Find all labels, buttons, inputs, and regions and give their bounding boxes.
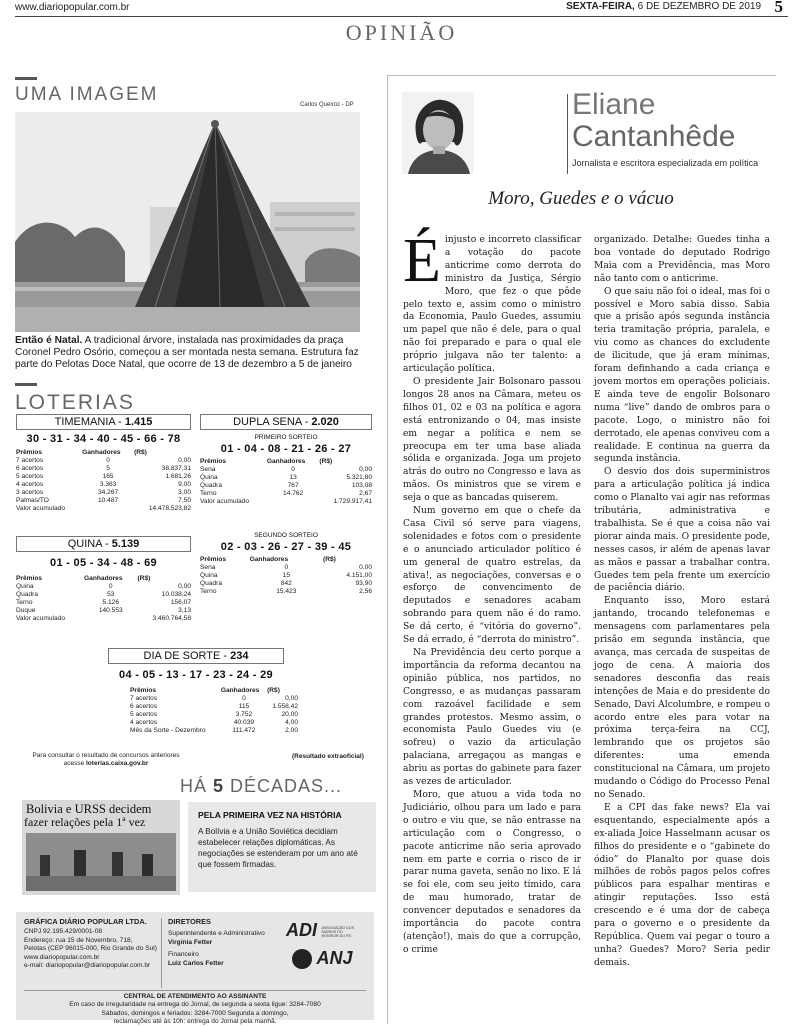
- author-description: Jornalista e escritora especializada em política: [572, 158, 759, 168]
- decadas-kicker-b: DÉCADAS...: [224, 776, 343, 796]
- section-title: OPINIÃO: [345, 20, 458, 45]
- divider: [161, 918, 162, 988]
- table-row: [130, 719, 298, 727]
- cell: Quadra: [200, 482, 222, 489]
- address-line2: Pelotas (CEP 96015-000, Rio Grande do Sul): [24, 945, 157, 953]
- paragraph: organizado. Detalhe: Guedes tinha a boa vontade do deputado Rodrigo Maia com a Previdência, mas Moro não tanto com o anticrime.: [594, 235, 770, 284]
- cell: 0,00: [285, 695, 298, 702]
- cell: 7 acertos: [130, 695, 158, 702]
- cell: 5 acertos: [130, 711, 158, 718]
- cell: [82, 505, 134, 513]
- cell: 4 acertos: [130, 719, 158, 726]
- cell: 5.126: [102, 599, 120, 606]
- table-row: [200, 564, 372, 572]
- company-email[interactable]: e-mail: diariopopular@diariopopular.com.br: [24, 962, 151, 970]
- dia-de-sorte-box: [108, 648, 298, 735]
- cnpj: CNPJ 92.195.429/0001-08: [24, 928, 103, 936]
- author-divider: [567, 94, 568, 174]
- table-row: [16, 473, 191, 481]
- header-cell: Prêmios: [16, 575, 43, 582]
- cell: 0: [108, 583, 113, 590]
- cell: 3 acertos: [16, 489, 44, 496]
- cell: 103,08: [351, 482, 372, 489]
- table-row: [16, 591, 191, 599]
- cell: 93,90: [355, 580, 372, 587]
- directors-block: [168, 918, 278, 968]
- photo-caption: [15, 335, 365, 371]
- cell: Terno: [16, 599, 33, 606]
- dupla-sena-title: [200, 414, 372, 430]
- draw1-label: PRIMEIRO SORTEIO: [254, 434, 318, 441]
- timemania-contest: 1.415: [124, 416, 153, 428]
- author-first-name: Eliane: [572, 88, 656, 121]
- table-row: [16, 505, 191, 513]
- history-box: [188, 802, 376, 892]
- timemania-box: [16, 414, 191, 513]
- loterias-link[interactable]: loterias.caixa.gov.br: [86, 760, 149, 767]
- address-line1: Endereço: rua 15 de Novembro, 718,: [24, 936, 133, 944]
- cell: 5: [106, 465, 110, 472]
- cell: 3,00: [178, 489, 191, 496]
- cell: 0: [284, 564, 289, 571]
- cell: Terno: [200, 490, 217, 497]
- cell: 111.472: [232, 727, 256, 734]
- clipping-illustration: [22, 800, 180, 895]
- quina-name: QUINA -: [67, 538, 112, 550]
- dia-de-sorte-table: [130, 687, 298, 735]
- date: 6 DE DEZEMBRO DE 2019: [637, 1, 761, 12]
- service-line2: Sábados, domingos e feriados: 3284-7000 Segunda a domingo,: [101, 1009, 289, 1017]
- cell: 0,00: [359, 564, 372, 571]
- header-cell: (R$): [134, 449, 147, 456]
- cell: 15: [282, 572, 290, 579]
- weekday: SEXTA-FEIRA,: [566, 1, 635, 12]
- cell: 3.460.764,58: [152, 615, 191, 622]
- anj-emblem-icon: [292, 949, 312, 969]
- timemania-name: TIMEMANIA -: [54, 416, 125, 428]
- anj-logo-text: ANJ: [316, 948, 353, 968]
- table-row: [200, 580, 372, 588]
- quina-box: [16, 536, 191, 623]
- table-header: [200, 556, 372, 564]
- dia-de-sorte-name: DIA DE SORTE -: [143, 650, 231, 662]
- caption-lead: Então é Natal.: [15, 335, 83, 346]
- service-block: [16, 993, 374, 1027]
- paragraph: O presidente Jair Bolsonaro passou longos 28 anos na Câmara, meteu os filhos 01, 02 e 03 na política e agora está entronizando o 04, mas insiste em negar a política e nem se preocupa em ter uma base aliada sólida e organizada. Joga um projeto atrás do outro no Congresso e lava as mãos. Os ministros que se virem e seja o que as bancadas quiserem.: [403, 376, 581, 504]
- loterias-kicker: LOTERIAS: [15, 391, 135, 414]
- historical-clipping: [22, 800, 180, 895]
- cell: Terno: [200, 588, 217, 595]
- consult-line1: Para consultar o resultado de concursos anteriores: [32, 752, 180, 759]
- cell: 13: [289, 474, 297, 481]
- dia-de-sorte-title: [108, 648, 284, 664]
- table-header: [130, 687, 298, 695]
- cell: 9,00: [178, 481, 191, 488]
- table-row: [130, 703, 298, 711]
- cell: 34.267: [98, 489, 119, 496]
- clip-headline-1: Bolivia e URSS decidem: [26, 802, 152, 816]
- cell: 3,13: [178, 607, 191, 614]
- author-last-name: Cantanhêde: [572, 120, 736, 153]
- cell: 4.151,00: [346, 572, 372, 579]
- header-cell: Ganhadores: [220, 687, 260, 694]
- director2-role: Financeiro: [168, 951, 199, 959]
- dia-de-sorte-contest: 234: [230, 650, 249, 662]
- header-cell: (R$): [137, 575, 151, 582]
- timemania-table: [16, 449, 191, 513]
- cell: 842: [280, 580, 292, 587]
- table-row: [16, 615, 191, 623]
- cell: 2,00: [285, 727, 298, 734]
- header-cell: Prêmios: [16, 449, 43, 456]
- table-row: [130, 727, 298, 735]
- author-portrait: [402, 92, 474, 174]
- header-cell: (R$): [323, 556, 336, 563]
- header-cell: Ganhadores: [266, 458, 306, 465]
- cell: Quina: [200, 572, 218, 579]
- uma-imagem-kicker: UMA IMAGEM: [15, 84, 159, 105]
- table-row: [16, 599, 191, 607]
- article-title: Moro, Guedes e o vácuo: [488, 188, 674, 209]
- adi-logo: [286, 920, 368, 941]
- director1-name: Virgínia Fetter: [168, 938, 213, 946]
- cell: 10.038,24: [161, 591, 191, 598]
- cell: 0: [106, 457, 110, 464]
- cell: 140.553: [98, 607, 123, 614]
- kicker-bar: [15, 77, 37, 80]
- cell: 0: [291, 466, 295, 473]
- draw1-numbers: 01 - 04 - 08 - 21 - 26 - 27: [220, 443, 352, 455]
- caption-text: A tradicional árvore, instalada nas proximidades da praça Coronel Pedro Osório, começou a ser montada nesta semana. Estrutura faz parte do Pelotas Doce Natal, que ocorre de 13 de dezembro a 5 de janeiro: [15, 335, 359, 370]
- quina-numbers: 01 - 05 - 34 - 48 - 69: [50, 557, 157, 569]
- directors-title: DIRETORES: [168, 917, 211, 926]
- paragraph: Enquanto isso, Moro estará jantando, trocando telefonemas e mensagens com parlamentares pela prisão em segunda instância, que avança, mas cercada de suspeitas de jogo de cena. A maioria dos senadores desconfia das reais intenções de Maia e do presidente do Senado, Davi Alcolumbre, e rompeu o acordo entre eles para votar na próxima terça-feira na CCJ, lembrando que os projetos são diferentes: uma emenda constitucional na Câmara, um projeto mudando o Código do Processo Penal no Senado.: [594, 596, 770, 800]
- cell: 5 acertos: [16, 473, 44, 480]
- cell: 0,00: [359, 466, 372, 473]
- cell: 2,56: [359, 588, 372, 595]
- cell: 38.837,31: [161, 465, 191, 472]
- cell: 3.752: [235, 711, 253, 718]
- company-block: [24, 918, 179, 970]
- cell: 2,67: [359, 490, 372, 497]
- cell: Sena: [200, 466, 216, 473]
- draw2-table: [200, 556, 372, 596]
- cell: 14.478.523,82: [148, 505, 191, 512]
- cell: 40.039: [233, 719, 255, 726]
- table-row: [16, 489, 191, 497]
- cell: Quina: [16, 583, 34, 590]
- cell: 15.423: [276, 588, 297, 595]
- cell: 0,00: [178, 583, 191, 590]
- cell: 3.363: [99, 481, 117, 488]
- draw1-table: [200, 458, 372, 506]
- table-row: [16, 583, 191, 591]
- article-column-2: [594, 234, 770, 970]
- company-name: GRÁFICA DIÁRIO POPULAR LTDA.: [24, 917, 147, 926]
- paragraph: E a CPI das fake news? Ela vai esquentando, especialmente após a ex-aliada Joice Hasselmann acusar os filhos do presidente e o “gabinete do ódio” do Planalto por quase dois milhões de robôs pagos pelos cofres públicos para espalhar mentiras e atingir reputações. Isso está crescendo e é uma dor de cabeça para o governo e o presidente da República. Quem vai pegar o touro a unha? Guedes? Moro? Seria pedir demais.: [594, 802, 770, 968]
- table-row: [200, 498, 372, 506]
- top-rule: [15, 16, 788, 17]
- cell: 767: [287, 482, 299, 489]
- cell: 20,00: [281, 711, 298, 718]
- cell: 0,00: [178, 457, 191, 464]
- header-cell: Prêmios: [130, 687, 157, 694]
- table-row: [200, 588, 372, 596]
- cell: Duque: [16, 607, 36, 614]
- consult-line2: [16, 760, 196, 768]
- cell: 5.321,80: [346, 474, 372, 481]
- drop-cap: É: [403, 227, 441, 295]
- adi-logo-text: ADI: [286, 920, 317, 940]
- paragraph: injusto e incorreto classificar a votação do pacote anticrime como derrota do ministro da Justiça, Sérgio Moro, que fez o que pôde pelo texto e, assim como o ministro da Economia, Paulo Guedes, assumiu um papel que não é dele, para o qual não foi preparado e para o qual ele próprio julgava não ter talento: a articulação política.: [403, 235, 581, 375]
- quina-contest: 5.139: [111, 538, 140, 550]
- table-row: [200, 490, 372, 498]
- header-cell: (R$): [319, 458, 333, 465]
- quina-table: [16, 575, 191, 623]
- cell: 156,07: [170, 599, 191, 606]
- clip-headline-2: fazer relações pela 1ª vez: [24, 815, 146, 829]
- decadas-kicker: [180, 776, 342, 797]
- table-row: [130, 695, 298, 703]
- cell: 1.681,26: [165, 473, 191, 480]
- cell: 7 acertos: [16, 457, 44, 464]
- table-row: [130, 711, 298, 719]
- site-url: www.diariopopular.com.br: [15, 2, 130, 13]
- dupla-sena-name: DUPLA SENA -: [233, 416, 312, 428]
- cell: 14.762: [283, 490, 304, 497]
- cell: Palmas/TO: [16, 497, 49, 504]
- cell: 6 acertos: [130, 703, 158, 710]
- cell: 1.558,42: [272, 703, 298, 710]
- director1-role: Superintendente e Administrativo: [168, 930, 265, 938]
- cell: 1.729.917,41: [333, 498, 372, 505]
- header-cell: Ganhadores: [84, 575, 123, 582]
- official-note: (Resultado extraoficial): [292, 753, 364, 760]
- kicker-bar: [15, 383, 37, 386]
- header-cell: (R$): [267, 687, 280, 694]
- cell: 4,00: [285, 719, 298, 726]
- paragraph: O que saiu não foi o ideal, mas foi o possível e Moro sabia disso. Sabia que a prisão após segunda instância teria tramitação própria, paralela, e viu como as chances do excludente de ilicitude, que já eram mínimas, foram definhando a cada criança e jovem mortos em operações policiais. E ainda teve de engolir Bolsonaro numa “live” dando de ombros para o pacote. Logo, o ministro não foi derrotado, ele apenas conviveu com a realidade. E continua na guerra da segunda instância.: [594, 286, 770, 465]
- decadas-kicker-a: HÁ: [180, 776, 214, 796]
- consult-prefix: acesse: [63, 760, 86, 767]
- header-cell: Ganhadores: [82, 449, 121, 456]
- cell: Quadra: [200, 580, 222, 587]
- table-row: [16, 607, 191, 615]
- divider: [24, 990, 366, 991]
- adi-subtitle: ASSOCIAÇÃO DOS DIÁRIOS DO INTERIOR DO RS: [321, 925, 355, 938]
- cell: Valor acumulado: [16, 505, 65, 512]
- article-column-1: [403, 227, 581, 957]
- table-header: [16, 449, 191, 457]
- header-cell: Ganhadores: [249, 556, 289, 563]
- timemania-numbers: 30 - 31 - 34 - 40 - 45 - 66 - 78: [26, 433, 181, 445]
- table-row: [16, 481, 191, 489]
- table-row: [200, 466, 372, 474]
- header-cell: Prêmios: [200, 556, 227, 563]
- cell: Sena: [200, 564, 216, 571]
- header-cell: Prêmios: [200, 458, 227, 465]
- cell: 6 acertos: [16, 465, 44, 472]
- service-line1: Em caso de irregularidade na entrega do Jornal, de segunda a sexta ligue: 3284-7080: [69, 1001, 321, 1009]
- draw2-label: SEGUNDO SORTEIO: [254, 532, 318, 539]
- timemania-title: [16, 414, 191, 430]
- issue-date: [566, 1, 761, 12]
- dupla-sena-box: [200, 414, 372, 596]
- table-row: [200, 482, 372, 490]
- author-portrait-illustration: [402, 92, 474, 174]
- dia-de-sorte-numbers: 04 - 05 - 13 - 17 - 23 - 24 - 29: [119, 669, 273, 681]
- cell: Quadra: [16, 591, 38, 598]
- cell: [267, 498, 320, 506]
- table-row: [16, 497, 191, 505]
- christmas-tree-illustration: [15, 112, 360, 332]
- cell: Quina: [200, 474, 218, 481]
- cell: 115: [238, 703, 250, 710]
- dupla-sena-contest: 2.020: [311, 416, 339, 428]
- paragraph: Na Previdência deu certo porque a importância da reforma decantou na opinião pública, nos partidos, no Congresso, e as mudanças passaram com razoável facilidade e sem grandes protestos. Mesmo assim, o economista Paulo Guedes viu (e sofreu) o vazio da articulação palaciana, arregaçou as mangas e abriu as portas do gabinete para fazer as vezes de articulador.: [403, 648, 581, 788]
- consult-note: [16, 752, 196, 768]
- cell: Mês da Sorte - Dezembro: [130, 727, 206, 734]
- cell: 7,50: [178, 497, 191, 504]
- cell: Valor acumulado: [200, 498, 249, 505]
- paragraph: O desvio dos dois superministros para a articulação política já indica como o Planalto vai agir nas reformas tributária, administrativa e trabalhista. Se é que a coisa não vai piorar ainda mais. O presidente pode, nesses casos, ir além de apenas lavar as mãos e passar a trabalhar contra. Guedes tem pela frente um exercício de paciência diário.: [594, 467, 770, 594]
- table-row: [16, 465, 191, 473]
- service-line3: reclamações até às 10h: entrega do Jornal pela manhã.: [113, 1018, 277, 1026]
- page-number: 5: [774, 0, 783, 16]
- service-title: CENTRAL DE ATENDIMENTO AO ASSINANTE: [123, 993, 267, 1000]
- director2-name: Luiz Carlos Fetter: [168, 959, 224, 967]
- table-header: [16, 575, 191, 583]
- quina-title: [16, 536, 191, 552]
- table-header: [200, 458, 372, 466]
- company-site[interactable]: www.diariopopular.com.br: [24, 953, 100, 961]
- cell: 10.487: [98, 497, 119, 504]
- cell: 0: [242, 695, 246, 702]
- table-row: [200, 572, 372, 580]
- history-title: PELA PRIMEIRA VEZ NA HISTÓRIA: [198, 810, 342, 820]
- cell: 4 acertos: [16, 481, 44, 488]
- table-row: [200, 474, 372, 482]
- anj-logo: [292, 948, 362, 969]
- cell: 165: [102, 473, 114, 480]
- decadas-number: 5: [213, 776, 225, 796]
- paragraph: Num governo em que o chefe da Casa Civil só serve para viagens, solenidades e fotos com o presidente e o anunciado articulador político é um general de quatro estrelas, da ativa!, as negociações, conversas e o esforço de convencimento de deputados e senadores acabam sobrando para quem não é do ramo. Se dá certo, é “vitória do governo”. Se dá errado, é “derrota do ministro”.: [403, 506, 581, 646]
- table-row: [16, 457, 191, 465]
- expediente-box: [16, 912, 374, 1026]
- cell: Valor acumulado: [16, 615, 65, 622]
- cell: [84, 615, 137, 623]
- draw2-numbers: 02 - 03 - 26 - 27 - 39 - 45: [220, 541, 352, 553]
- paragraph: Moro, que atuou a vida toda no Judiciário, olhou para um lado e para o outro e viu que, se não entrasse na articulação com o Congresso, o pacote anticrime não seria aprovado nem em parte e corria o risco de ir parar numa gaveta, senão no lixo. E lá se foi ele, com seu jeito tímido, cara de mau humorado, tratar de convencer deputados e senadores da importância do pacote contra (atenção!), mais do que a corrupção, o crime: [403, 789, 581, 955]
- history-text: A Bolívia e a União Soviética decidiam estabelecer relações diplomáticas. As negociações se estenderam por um ano até que fossem firmadas.: [198, 827, 358, 869]
- cell: 53: [107, 591, 115, 598]
- christmas-tree-photo: [15, 112, 360, 332]
- photo-credit: Carlos Queiroz - DP: [300, 102, 354, 108]
